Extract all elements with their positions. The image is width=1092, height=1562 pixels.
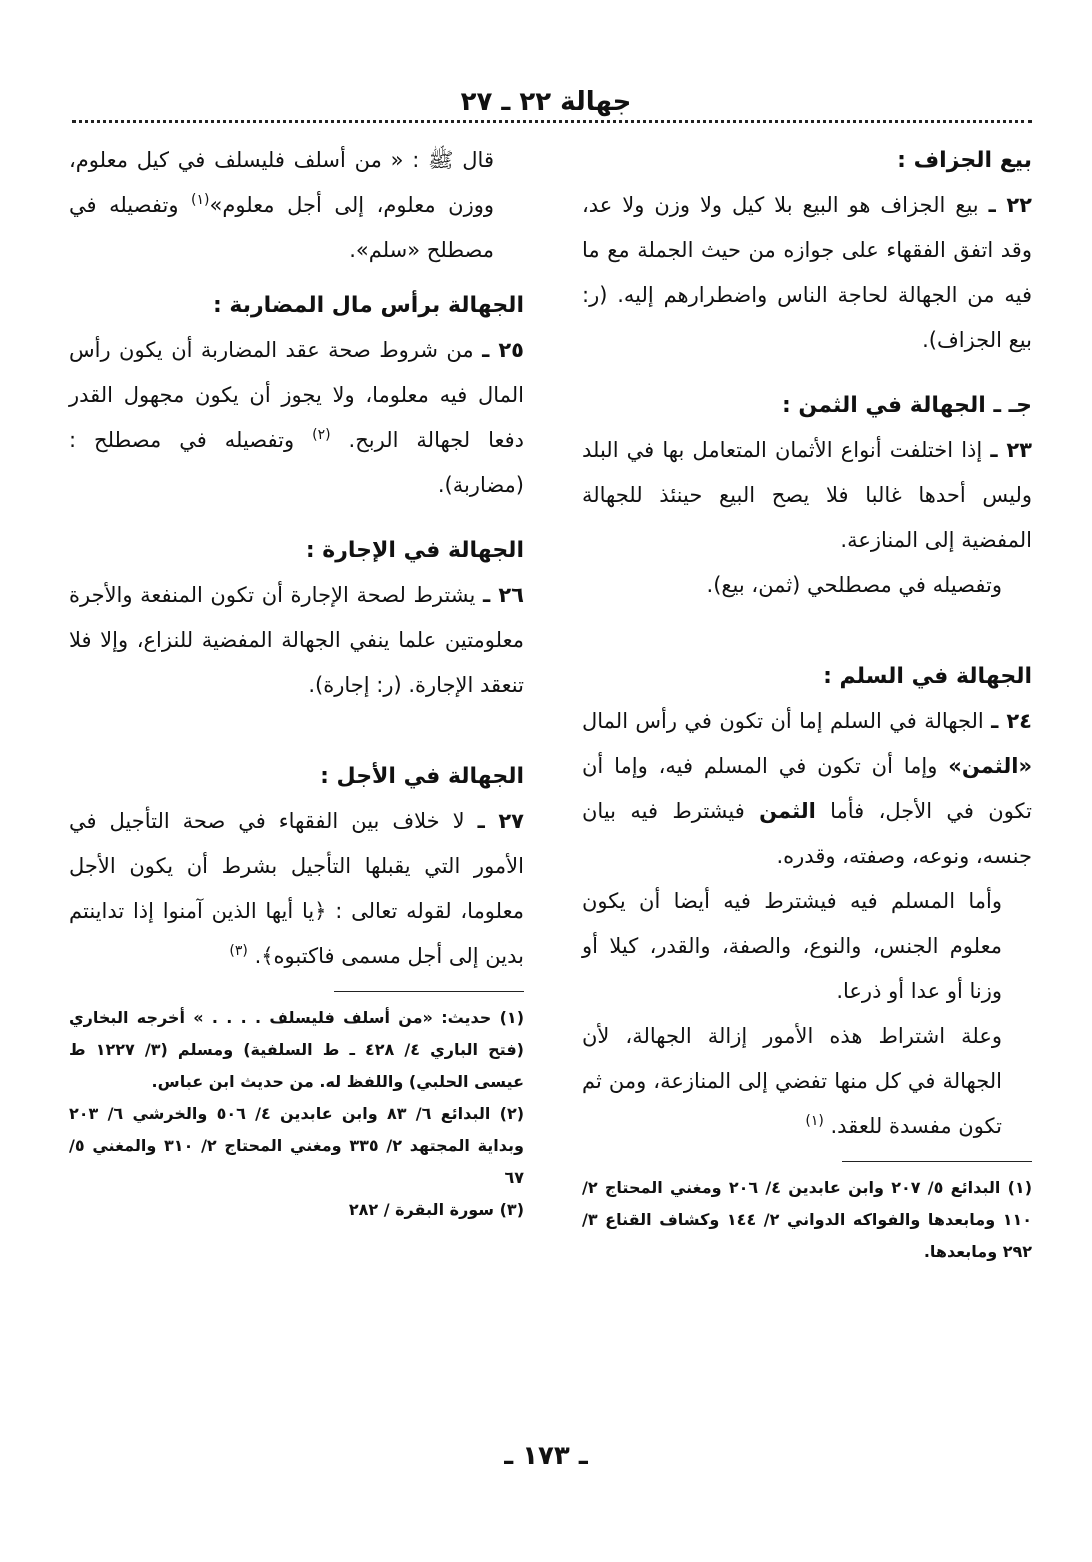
paragraph-24-bold-thaman-2: الثمن bbox=[759, 799, 816, 823]
paragraph-27 bbox=[69, 799, 524, 979]
paragraph-number-25: ٢٥ ـ bbox=[482, 338, 524, 362]
running-header: جهالة ٢٢ ـ ٢٧ bbox=[460, 87, 632, 117]
hadith-paragraph bbox=[69, 138, 524, 273]
paragraph-22 bbox=[582, 183, 1032, 363]
footnote-rule bbox=[334, 991, 524, 992]
footnote-rule bbox=[842, 1161, 1032, 1162]
left-column bbox=[69, 138, 524, 1226]
paragraph-24-text-b: وإما أن تكون في المسلم فيه، وإما أن تكون في الأجل، فأما bbox=[582, 754, 1032, 823]
heading-bay-al-juzaf: بيع الجزاف : bbox=[897, 148, 1032, 173]
heading-jahala-ajal: الجهالة في الأجل : bbox=[320, 764, 524, 789]
page-number: ـ ١٧٣ ـ bbox=[504, 1441, 588, 1471]
paragraph-number-22: ٢٢ ـ bbox=[988, 193, 1032, 217]
paragraph-25-text: من شروط صحة عقد المضاربة أن يكون رأس المال فيه معلوما، ولا يجوز أن يكون مجهول القدر دفعا لجهالة الربح. bbox=[69, 338, 524, 452]
paragraph-26-text: يشترط لصحة الإجارة أن تكون المنفعة والأجرة معلومتين علما ينفي الجهالة المفضية للنزاع، وإلا فلا تنعقد الإجارة. (ر: إجارة). bbox=[69, 583, 524, 697]
paragraph-24-bold-thaman: «الثمن» bbox=[948, 754, 1033, 778]
paragraph-24 bbox=[582, 699, 1032, 879]
heading-ras-mal-mudaraba: الجهالة برأس مال المضاربة : bbox=[212, 293, 524, 318]
paragraph-25-text-b: وتفصيله في مصطلح : (مضاربة). bbox=[69, 428, 524, 497]
paragraph-24-continuation-1: وأما المسلم فيه فيشترط فيه أيضا أن يكون معلوم الجنس، والنوع، والصفة، والقدر، كيلا أو وزنا أو عدا أو ذرعا. bbox=[582, 889, 1002, 1003]
paragraph-24-continuation-2 bbox=[582, 1014, 1032, 1149]
paragraph-number-24: ٢٤ ـ bbox=[991, 709, 1032, 733]
paragraph-23 bbox=[582, 428, 1032, 563]
paragraph-26 bbox=[69, 573, 524, 708]
footnote-2: (٢) البدائع ٦/ ٨٣ وابن عابدين ٤/ ٥٠٦ والخرشي ٦/ ٢٠٣ وبداية المجتهد ٢/ ٣٣٥ ومغني المحتاج ٢/ ٣١٠ والمغني ٥/ ٦٧ bbox=[69, 1104, 525, 1187]
paragraph-22-text: بيع الجزاف هو البيع بلا كيل ولا وزن ولا عد، وقد اتفق الفقهاء على جوازه من حيث الجملة مع ما فيه من الجهالة لحاجة الناس واضطرارهم إليه. (ر: بيع الجزاف). bbox=[582, 193, 1032, 352]
paragraph-number-26: ٢٦ ـ bbox=[482, 583, 524, 607]
footnote-1: (١) حديث: «من أسلف فليسلف . . . . » أخرجه البخاري (فتح الباري ٤/ ٤٢٨ ـ ط السلفية) ومسلم (٣/ ١٢٢٧ ط عيسى الحلبي) واللفظ له. من حديث ابن عباس. bbox=[69, 1008, 524, 1091]
footnote-3: (٣) سورة البقرة / ٢٨٢ bbox=[348, 1200, 524, 1219]
paragraph-24-continuation-2-text: وعلة اشتراط هذه الأمور إزالة الجهالة، لأن الجهالة في كل منها تفضي إلى المنازعة، ومن ثم تكون مفسدة للعقد. bbox=[582, 1024, 1002, 1138]
paragraph-23-text: إذا اختلفت أنواع الأثمان المتعامل بها في البلد وليس أحدها غالبا فلا يصح البيع حينئذ للجهالة المفضية إلى المنازعة. bbox=[582, 438, 1032, 552]
heading-jahala-salam: الجهالة في السلم : bbox=[823, 664, 1032, 689]
footnote-ref-1: (١) bbox=[805, 1113, 824, 1129]
paragraph-number-27: ٢٧ ـ bbox=[477, 809, 524, 833]
hadith-text: قال ﷺ : « من أسلف فليسلف في كيل معلوم، ووزن معلوم، إلى أجل معلوم» bbox=[69, 148, 494, 217]
hadith-continuation: وتفصيله في مصطلح «سلم». bbox=[69, 193, 494, 262]
paragraph-23-continuation: وتفصيله في مصطلحي (ثمن، بيع). bbox=[706, 573, 1002, 597]
paragraph-24-text-a: الجهالة في السلم إما أن تكون في رأس المال bbox=[582, 709, 984, 733]
paragraph-24-text-c: فيشترط فيه بيان جنسه، ونوعه، وصفته، وقدره. bbox=[582, 799, 1032, 868]
paragraph-27-text: لا خلاف بين الفقهاء في صحة التأجيل في الأمور التي يقبلها التأجيل بشرط أن يكون الأجل معلوما، لقوله تعالى : ﴿يا أيها الذين آمنوا إذا تداينتم بدين إلى أجل مسمى فاكتبوه﴾. bbox=[69, 809, 524, 968]
paragraph-number-23: ٢٣ ـ bbox=[990, 438, 1032, 462]
header-dotted-rule bbox=[72, 120, 1032, 123]
right-column bbox=[582, 138, 1032, 1268]
paragraph-25 bbox=[69, 328, 524, 508]
footnote-1: (١) البدائع ٥/ ٢٠٧ وابن عابدين ٤/ ٢٠٦ ومغني المحتاج ٢/ ١١٠ ومابعدها والفواكه الدواني ٢/ ١٤٤ وكشاف القناع ٣/ ٢٩٢ ومابعدها. bbox=[582, 1178, 1032, 1261]
heading-jahala-thaman: جـ ـ الجهالة في الثمن : bbox=[781, 393, 1032, 418]
footnote-ref-1: (١) bbox=[191, 192, 210, 208]
footnote-ref-3: (٣) bbox=[229, 943, 248, 959]
heading-jahala-ijara: الجهالة في الإجارة : bbox=[305, 538, 524, 563]
footnote-ref-2: (٢) bbox=[312, 427, 331, 443]
